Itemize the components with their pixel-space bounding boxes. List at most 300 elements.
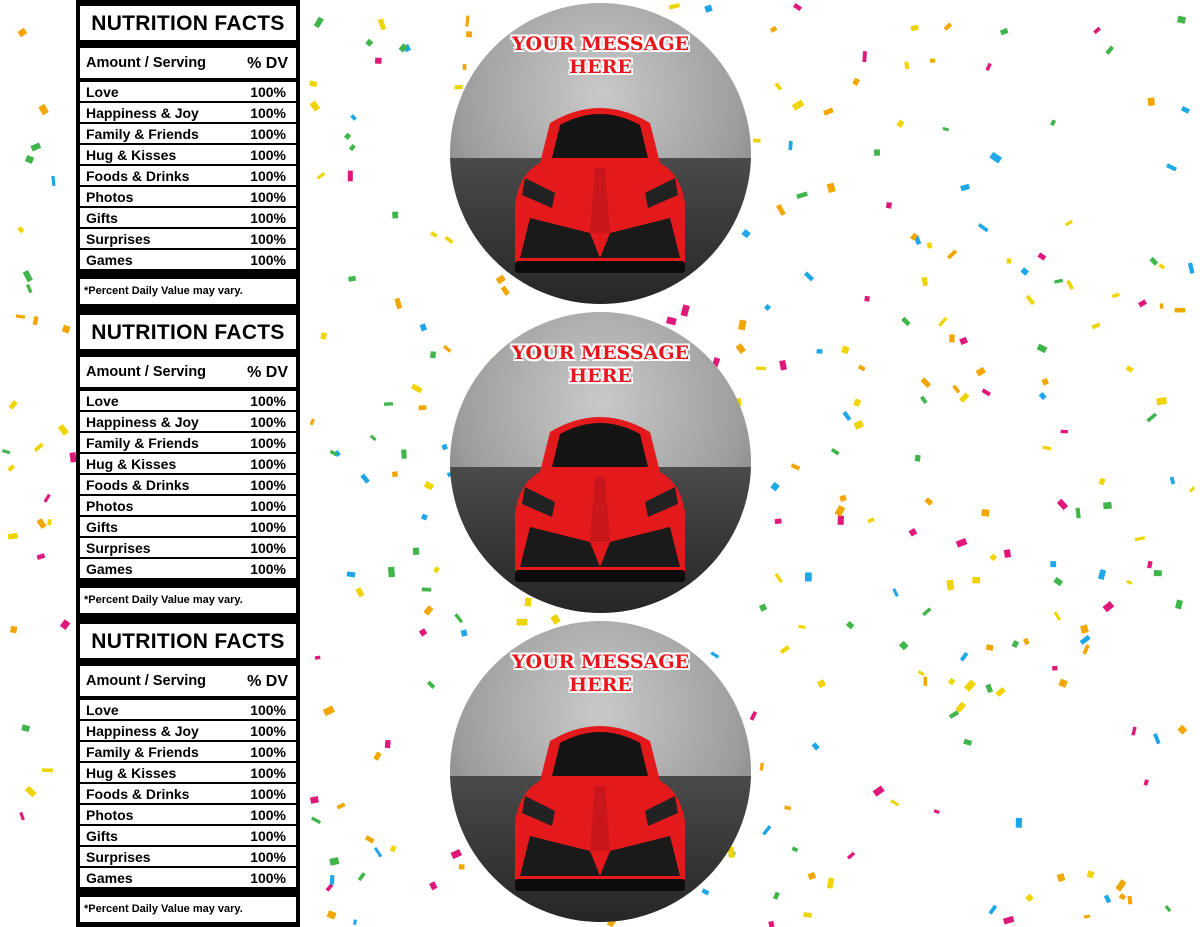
row-name: Surprises (86, 849, 151, 865)
confetti-piece (938, 317, 947, 327)
confetti-piece (19, 812, 25, 821)
confetti-piece (793, 3, 802, 11)
confetti-piece (896, 120, 904, 128)
row-value: 100% (250, 414, 286, 430)
confetti-piece (1098, 569, 1106, 580)
confetti-piece (1104, 895, 1111, 904)
confetti-piece (981, 388, 991, 396)
confetti-piece (390, 845, 397, 852)
confetti-piece (1057, 873, 1066, 882)
nutrition-row (80, 208, 296, 227)
row-value: 100% (250, 393, 286, 409)
row-name: Hug & Kisses (86, 147, 177, 163)
confetti-piece (805, 572, 812, 581)
nutrition-row (80, 805, 296, 824)
row-value: 100% (250, 252, 286, 268)
nutrition-row (80, 412, 296, 431)
confetti-piece (816, 349, 822, 354)
confetti-piece (1149, 257, 1158, 266)
confetti-piece (348, 276, 356, 282)
car-badge-2 (450, 312, 751, 613)
row-value: 100% (250, 702, 286, 718)
red-sports-car-icon (510, 83, 690, 283)
badge-message (450, 651, 751, 697)
confetti-piece (1126, 580, 1132, 585)
confetti-piece (666, 316, 677, 325)
row-name: Surprises (86, 231, 151, 247)
confetti-piece (838, 515, 844, 524)
confetti-piece (423, 605, 433, 615)
confetti-piece (9, 400, 18, 410)
row-value: 100% (250, 126, 286, 142)
confetti-piece (1026, 295, 1035, 305)
row-value: 100% (250, 210, 286, 226)
confetti-piece (373, 752, 381, 761)
confetti-piece (395, 298, 403, 309)
confetti-piece (1105, 46, 1114, 55)
row-name: Love (86, 702, 119, 718)
row-value: 100% (250, 477, 286, 493)
confetti-piece (1154, 570, 1162, 576)
confetti-piece (327, 910, 337, 919)
confetti-piece (1160, 303, 1164, 309)
nutrition-label-2 (76, 309, 300, 618)
confetti-piece (1103, 502, 1112, 509)
badge-message-line2: HERE (569, 56, 632, 78)
confetti-piece (1054, 279, 1063, 284)
confetti-piece (47, 519, 51, 525)
confetti-piece (804, 271, 814, 281)
confetti-piece (1084, 914, 1090, 918)
confetti-piece (978, 223, 989, 232)
confetti-piece (886, 202, 892, 209)
confetti-piece (1039, 392, 1047, 400)
confetti-piece (904, 61, 909, 69)
nutrition-row (80, 250, 296, 269)
confetti-piece (948, 678, 956, 686)
confetti-piece (365, 39, 373, 47)
confetti-piece (1146, 413, 1157, 423)
confetti-piece (899, 641, 909, 651)
confetti-piece (58, 424, 69, 436)
row-name: Love (86, 84, 119, 100)
confetti-piece (1023, 638, 1030, 645)
confetti-piece (803, 912, 812, 918)
confetti-piece (392, 212, 398, 219)
confetti-piece (985, 684, 993, 693)
confetti-piece (42, 768, 53, 772)
confetti-piece (1066, 280, 1074, 290)
confetti-piece (421, 514, 428, 521)
confetti-piece (1103, 601, 1115, 612)
confetti-piece (1003, 916, 1014, 925)
confetti-piece (918, 670, 925, 676)
row-name: Happiness & Joy (86, 105, 199, 121)
confetti-piece (1080, 635, 1091, 645)
header-amount: Amount / Serving (86, 55, 207, 71)
confetti-piece (901, 317, 910, 326)
row-value: 100% (250, 105, 286, 121)
row-value: 100% (250, 870, 286, 886)
confetti-piece (1016, 818, 1022, 828)
confetti-piece (2, 449, 10, 454)
confetti-piece (1153, 733, 1160, 744)
row-name: Photos (86, 498, 134, 514)
confetti-piece (370, 435, 377, 441)
confetti-piece (355, 587, 364, 597)
confetti-piece (1170, 477, 1176, 485)
confetti-piece (780, 645, 790, 654)
confetti-piece (853, 398, 861, 407)
confetti-piece (365, 835, 375, 843)
confetti-piece (873, 785, 885, 796)
row-value: 100% (250, 849, 286, 865)
row-name: Gifts (86, 828, 118, 844)
confetti-piece (1135, 536, 1146, 541)
confetti-piece (1181, 106, 1190, 114)
badge-message-line1: YOUR MESSAGE (511, 651, 690, 673)
confetti-piece (842, 411, 851, 421)
nutrition-footnote (80, 897, 296, 922)
confetti-piece (986, 644, 994, 651)
badge-message-line2: HERE (569, 365, 632, 387)
row-name: Games (86, 561, 133, 577)
confetti-piece (430, 231, 437, 237)
confetti-piece (517, 619, 528, 626)
confetti-piece (924, 677, 928, 686)
nutrition-row (80, 868, 296, 887)
confetti-piece (853, 420, 864, 430)
confetti-piece (1057, 499, 1068, 510)
confetti-piece (1087, 870, 1095, 878)
confetti-piece (1037, 252, 1046, 260)
confetti-piece (927, 242, 933, 248)
confetti-piece (44, 494, 51, 503)
row-name: Happiness & Joy (86, 414, 199, 430)
confetti-piece (347, 571, 356, 577)
confetti-piece (37, 553, 46, 560)
header-dv: % DV (247, 673, 288, 690)
confetti-piece (8, 533, 18, 540)
confetti-piece (947, 249, 957, 259)
row-name: Family & Friends (86, 744, 199, 760)
confetti-piece (827, 877, 835, 888)
confetti-piece (413, 548, 419, 555)
confetti-piece (812, 742, 820, 750)
confetti-piece (1037, 344, 1048, 354)
confetti-piece (374, 847, 382, 858)
confetti-piece (320, 332, 327, 340)
nutrition-rows (80, 82, 296, 271)
nutrition-rows (80, 391, 296, 580)
confetti-piece (1050, 561, 1056, 567)
confetti-piece (956, 538, 968, 548)
nutrition-row (80, 538, 296, 557)
confetti-piece (1177, 725, 1187, 735)
nutrition-row (80, 700, 296, 719)
confetti-piece (1126, 365, 1134, 372)
confetti-piece (985, 63, 991, 71)
confetti-piece (831, 448, 840, 455)
footnote-text: *Percent Daily Value may vary. (84, 903, 243, 915)
confetti-piece (669, 3, 680, 10)
row-value: 100% (250, 435, 286, 451)
confetti-piece (1099, 478, 1106, 486)
confetti-piece (326, 883, 334, 891)
row-value: 100% (250, 744, 286, 760)
confetti-piece (1082, 644, 1090, 654)
nutrition-row (80, 847, 296, 866)
confetti-piece (1050, 119, 1056, 126)
confetti-piece (1131, 726, 1136, 735)
badge-message (450, 342, 751, 388)
confetti-piece (760, 763, 764, 771)
confetti-piece (38, 104, 48, 115)
confetti-piece (430, 351, 436, 358)
confetti-piece (798, 625, 805, 629)
confetti-piece (349, 144, 356, 151)
confetti-piece (874, 149, 880, 155)
confetti-piece (946, 580, 954, 591)
confetti-piece (310, 796, 319, 804)
confetti-piece (1053, 577, 1063, 586)
confetti-piece (1075, 508, 1080, 519)
confetti-piece (976, 367, 986, 377)
nutrition-label-1 (76, 0, 300, 309)
nutrition-footnote (80, 588, 296, 613)
confetti-piece (26, 284, 33, 293)
confetti-piece (779, 360, 787, 370)
nutrition-header (80, 48, 296, 78)
confetti-piece (1007, 258, 1012, 263)
confetti-piece (25, 786, 37, 798)
row-name: Foods & Drinks (86, 477, 190, 493)
confetti-piece (920, 377, 931, 388)
row-name: Games (86, 870, 133, 886)
confetti-piece (990, 554, 997, 561)
confetti-piece (411, 384, 423, 394)
nutrition-row (80, 82, 296, 101)
confetti-piece (1020, 267, 1029, 275)
car-badge-1 (450, 3, 751, 304)
confetti-piece (846, 621, 854, 629)
confetti-piece (864, 296, 870, 302)
row-value: 100% (250, 498, 286, 514)
confetti-piece (1119, 893, 1126, 900)
confetti-piece (1000, 28, 1009, 36)
nutrition-row (80, 559, 296, 578)
confetti-piece (337, 802, 346, 809)
nutrition-footnote (80, 279, 296, 304)
row-value: 100% (250, 786, 286, 802)
confetti-piece (422, 588, 432, 592)
confetti-piece (330, 875, 335, 885)
confetti-piece (808, 872, 817, 880)
row-value: 100% (250, 84, 286, 100)
confetti-piece (930, 59, 935, 63)
confetti-piece (756, 367, 766, 371)
badge-message-line1: YOUR MESSAGE (511, 342, 690, 364)
confetti-piece (385, 740, 391, 749)
confetti-piece (25, 155, 34, 164)
confetti-piece (353, 919, 357, 925)
confetti-piece (775, 82, 783, 90)
confetti-piece (924, 497, 933, 505)
confetti-piece (920, 396, 927, 404)
row-name: Foods & Drinks (86, 168, 190, 184)
confetti-piece (1159, 263, 1166, 269)
confetti-piece (776, 204, 786, 216)
row-value: 100% (250, 147, 286, 163)
row-name: Games (86, 252, 133, 268)
confetti-piece (16, 314, 26, 318)
confetti-piece (441, 444, 448, 451)
confetti-piece (862, 51, 867, 62)
confetti-piece (350, 114, 357, 121)
nutrition-row (80, 103, 296, 122)
confetti-piece (1165, 905, 1172, 912)
confetti-piece (10, 626, 17, 634)
confetti-piece (1042, 445, 1051, 450)
confetti-piece (1054, 611, 1062, 620)
row-name: Gifts (86, 519, 118, 535)
confetti-piece (944, 22, 953, 30)
footnote-text: *Percent Daily Value may vary. (84, 285, 243, 297)
red-sports-car-icon (510, 392, 690, 592)
nutrition-row (80, 763, 296, 782)
nutrition-row (80, 433, 296, 452)
confetti-piece (461, 629, 468, 636)
confetti-piece (388, 567, 395, 578)
row-name: Photos (86, 807, 134, 823)
confetti-piece (358, 872, 366, 881)
confetti-piece (1147, 561, 1153, 569)
nutrition-row (80, 187, 296, 206)
row-name: Foods & Drinks (86, 786, 190, 802)
confetti-piece (1148, 97, 1156, 106)
confetti-piece (909, 528, 918, 537)
header-amount: Amount / Serving (86, 673, 207, 689)
confetti-piece (454, 613, 463, 623)
confetti-piece (959, 337, 968, 345)
confetti-piece (1166, 163, 1177, 171)
confetti-piece (36, 518, 46, 529)
confetti-piece (852, 78, 860, 86)
confetti-piece (773, 892, 780, 900)
confetti-piece (989, 152, 1002, 164)
row-value: 100% (250, 765, 286, 781)
confetti-piece (429, 881, 438, 890)
confetti-piece (465, 15, 469, 26)
confetti-piece (7, 464, 15, 472)
nutrition-row (80, 475, 296, 494)
nutrition-row (80, 826, 296, 845)
confetti-piece (910, 25, 918, 32)
nutrition-row (80, 166, 296, 185)
confetti-piece (1091, 322, 1100, 329)
header-dv: % DV (247, 364, 288, 381)
row-value: 100% (250, 828, 286, 844)
confetti-piece (792, 100, 805, 111)
confetti-piece (1175, 308, 1186, 313)
confetti-piece (817, 679, 826, 688)
confetti-piece (764, 304, 771, 311)
confetti-piece (329, 857, 339, 866)
confetti-piece (981, 509, 989, 517)
confetti-piece (1138, 299, 1147, 307)
confetti-piece (753, 139, 760, 143)
confetti-piece (839, 495, 847, 502)
row-name: Hug & Kisses (86, 456, 177, 472)
confetti-piece (796, 191, 808, 198)
confetti-piece (427, 681, 435, 689)
confetti-piece (827, 183, 836, 193)
confetti-piece (788, 141, 792, 150)
confetti-piece (33, 316, 39, 325)
confetti-piece (344, 133, 351, 140)
nutrition-row (80, 229, 296, 248)
confetti-piece (62, 325, 71, 334)
confetti-piece (960, 652, 969, 662)
car-badge-3 (450, 621, 751, 922)
confetti-piece (314, 17, 324, 29)
row-name: Photos (86, 189, 134, 205)
confetti-piece (1188, 262, 1195, 273)
confetti-piece (310, 418, 315, 425)
row-name: Hug & Kisses (86, 765, 177, 781)
nutrition-label-3 (76, 618, 300, 927)
row-value: 100% (250, 519, 286, 535)
row-name: Family & Friends (86, 126, 199, 142)
confetti-piece (401, 449, 407, 458)
confetti-piece (1012, 640, 1019, 648)
confetti-piece (1041, 378, 1049, 386)
badge-message-line1: YOUR MESSAGE (511, 33, 690, 55)
nutrition-row (80, 454, 296, 473)
confetti-piece (792, 847, 799, 853)
confetti-piece (750, 711, 758, 721)
confetti-piece (1058, 679, 1067, 688)
row-value: 100% (250, 807, 286, 823)
header-dv: % DV (247, 55, 288, 72)
confetti-piece (17, 226, 24, 233)
confetti-piece (1128, 896, 1133, 905)
nutrition-row (80, 742, 296, 761)
confetti-piece (315, 656, 321, 660)
header-amount: Amount / Serving (86, 364, 207, 380)
red-sports-car-icon (510, 701, 690, 901)
confetti-piece (890, 799, 899, 806)
nutrition-header (80, 357, 296, 387)
confetti-piece (378, 18, 386, 30)
confetti-piece (420, 323, 428, 331)
row-name: Happiness & Joy (86, 723, 199, 739)
confetti-piece (943, 127, 950, 131)
confetti-piece (949, 710, 959, 719)
confetti-piece (1175, 600, 1183, 610)
row-name: Family & Friends (86, 435, 199, 451)
confetti-piece (1052, 666, 1057, 671)
confetti-piece (952, 385, 960, 394)
confetti-piece (791, 463, 801, 470)
nutrition-row (80, 391, 296, 410)
confetti-piece (310, 100, 321, 111)
row-value: 100% (250, 456, 286, 472)
confetti-piece (1156, 397, 1167, 405)
confetti-piece (51, 176, 55, 186)
confetti-piece (988, 905, 997, 915)
confetti-piece (762, 825, 771, 835)
